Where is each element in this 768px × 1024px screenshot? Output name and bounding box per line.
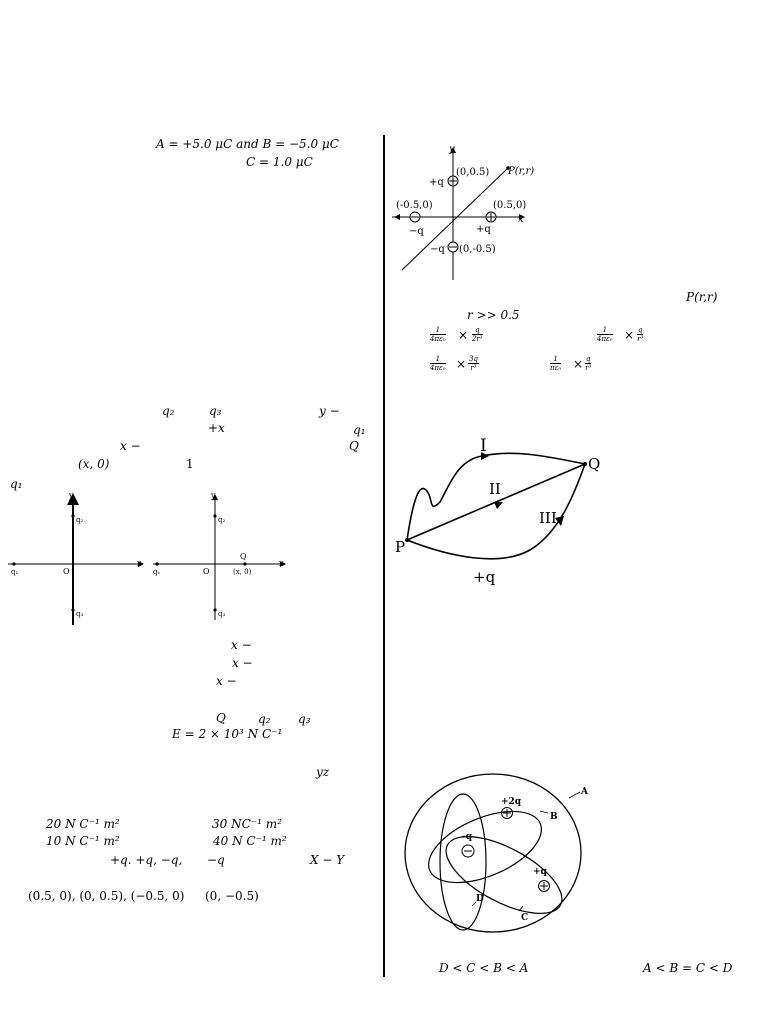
q3-option-a: x − [231, 638, 252, 652]
fig2-pt: (x, 0) [233, 568, 252, 576]
q7-charge-pos: +q [533, 867, 547, 877]
q7-surface-d: D [476, 894, 484, 904]
q3-x-axis-text: x − [120, 439, 141, 453]
q2-fig-neg-y: −q [430, 244, 445, 255]
q2-condition: r >> 0.5 [467, 308, 520, 322]
fig1-y: y [69, 491, 74, 500]
q3-one: 1 [186, 457, 194, 471]
q2-fig-pos-x: +q [476, 224, 491, 235]
q4-path-ii: II [489, 480, 501, 498]
q6-option-d: 40 N C⁻¹ m² [213, 834, 287, 848]
q5-q3: q₃ [298, 712, 311, 726]
fig2-q2: q₂ [218, 516, 226, 524]
q3-point: (x, 0) [78, 457, 110, 471]
q7-surface-b: B [550, 812, 558, 822]
q3-plus-x: +x [208, 421, 225, 435]
q2-figure [390, 140, 550, 285]
column-divider [383, 135, 385, 977]
q7-figure [400, 770, 600, 935]
q3-figure-2 [148, 485, 293, 630]
q7-option-1: D < C < B < A [439, 961, 529, 975]
q4-figure [390, 432, 620, 592]
q2-fig-neg-y-coord: (0,-0.5) [459, 244, 496, 255]
q4-path-i: I [480, 436, 487, 456]
q2-fig-pos-y: +q [429, 177, 444, 188]
q5-q2: q₂ [258, 712, 271, 726]
q3-Q-text: Q [349, 439, 359, 453]
q6-option-c: 10 N C⁻¹ m² [46, 834, 120, 848]
q6-charges: +q. +q, −q, [110, 853, 183, 867]
q3-option-b: x − [232, 656, 253, 670]
fig1-x: x [137, 559, 142, 568]
q7-surface-c: C [521, 913, 529, 923]
q3-option-c: x − [216, 674, 237, 688]
q4-p: P [395, 538, 406, 556]
q2-fig-neg-x-coord: (-0.5,0) [396, 200, 433, 211]
q2-fig-neg-x: −q [409, 226, 424, 237]
q2-fig-y: y [449, 144, 455, 155]
fig1-q2: q₂ [76, 516, 84, 524]
q7-charge-2q: +2q [501, 797, 522, 807]
q2-fig-pos-x-coord: (0.5,0) [493, 200, 527, 211]
fig2-q1: q₁ [153, 568, 161, 576]
q4-charge: +q [473, 568, 496, 586]
q2-fig-pos-y-coord: (0,0.5) [456, 167, 490, 178]
fig2-o: O [203, 567, 210, 576]
q6-plane-xy: X − Y [310, 853, 345, 867]
fig2-y: y [211, 491, 216, 500]
q5-field: E = 2 × 10³ N C⁻¹ [172, 727, 283, 741]
fig1-o: O [63, 567, 70, 576]
q3-q1-left: q₁ [10, 477, 23, 491]
q3-y-axis-text: y − [319, 404, 340, 418]
q6-coords: (0.5, 0), (0, 0.5), (−0.5, 0) [28, 889, 185, 903]
q7-charge-neg: -q [462, 832, 473, 842]
charges-a-b: A = +5.0 μC and B = −5.0 μC [156, 137, 339, 151]
q6-neg-q: −q [207, 853, 225, 867]
q4-path-iii: III [539, 509, 557, 527]
q3-figure-1 [0, 485, 150, 630]
fig1-q3: q₃ [76, 610, 84, 618]
fig2-q3: q₃ [218, 610, 226, 618]
q2-point: P(r,r) [686, 290, 718, 304]
q3-q2-label: q₂ [162, 404, 175, 418]
q3-q3-label: q₃ [209, 404, 222, 418]
q4-q: Q [588, 455, 601, 473]
q6-option-b: 30 NC⁻¹ m² [212, 817, 282, 831]
q5-Q: Q [216, 711, 226, 725]
q6-plane: yz [316, 765, 330, 779]
q7-surface-a: A [581, 787, 588, 797]
fig2-x: x [279, 559, 284, 568]
q7-option-2: A < B = C < D [643, 961, 733, 975]
q6-option-a: 20 N C⁻¹ m² [46, 817, 120, 831]
q3-q1-right: q₁ [353, 423, 366, 437]
q6-coord-last: (0, −0.5) [205, 889, 259, 903]
charge-c: C = 1.0 μC [246, 155, 313, 169]
fig1-q1: q₁ [11, 568, 19, 576]
q2-fig-point: P(r,r) [508, 166, 535, 177]
q2-fig-x: x [518, 214, 524, 225]
fig2-Q: Q [240, 552, 247, 561]
